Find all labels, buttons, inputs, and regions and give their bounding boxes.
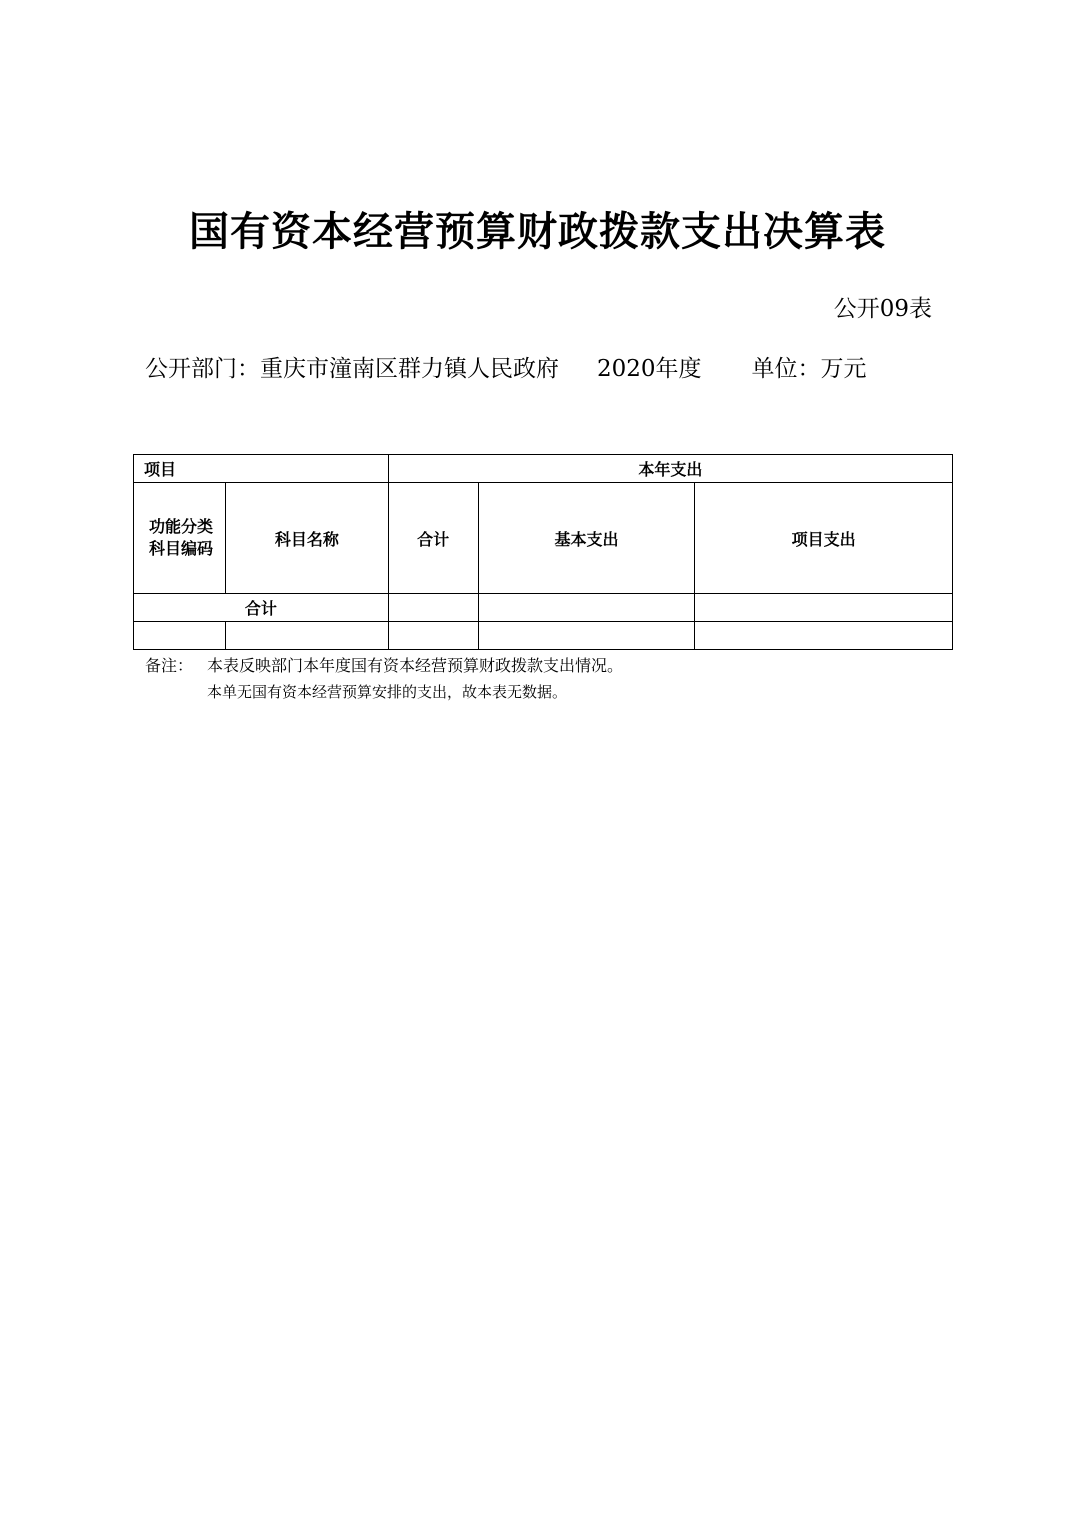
total-basic [478, 594, 695, 622]
column-project: 项目支出 [695, 483, 953, 594]
row-basic [478, 622, 695, 650]
unit-label: 单位：万元 [751, 356, 867, 382]
row-code [134, 622, 226, 650]
total-project [695, 594, 953, 622]
table-header-row [134, 455, 953, 483]
total-label: 合计 [134, 594, 389, 622]
expense-table [133, 454, 953, 650]
notes-text-1: 本表反映部门本年度国有资本经营预算财政拨款支出情况。 [207, 656, 624, 675]
fiscal-year: 2020年度 [597, 356, 702, 382]
column-total: 合计 [388, 483, 478, 594]
header-current-year-expense: 本年支出 [388, 455, 952, 483]
table-number: 公开09表 [833, 296, 932, 322]
table-subheader-row [134, 483, 953, 594]
notes-line-1 [145, 653, 623, 679]
department-label: 公开部门： [145, 356, 260, 382]
row-project [695, 622, 953, 650]
notes-line-2: 本单无国有资本经营预算安排的支出，故本表无数据。 [207, 683, 568, 701]
column-name: 科目名称 [225, 483, 388, 594]
notes-label: 备注： [145, 656, 194, 675]
column-basic: 基本支出 [478, 483, 695, 594]
column-code [134, 483, 226, 594]
row-total [388, 622, 478, 650]
table-total-row [134, 594, 953, 622]
notes [145, 653, 623, 705]
meta-line [145, 350, 867, 383]
column-code-label: 功能分类科目编码 [148, 517, 213, 558]
row-name [225, 622, 388, 650]
total-value [388, 594, 478, 622]
table-row [134, 622, 953, 650]
department-name: 重庆市潼南区群力镇人民政府 [260, 356, 559, 382]
page-title: 国有资本经营预算财政拨款支出决算表 [189, 209, 886, 255]
header-item: 项目 [134, 455, 389, 483]
